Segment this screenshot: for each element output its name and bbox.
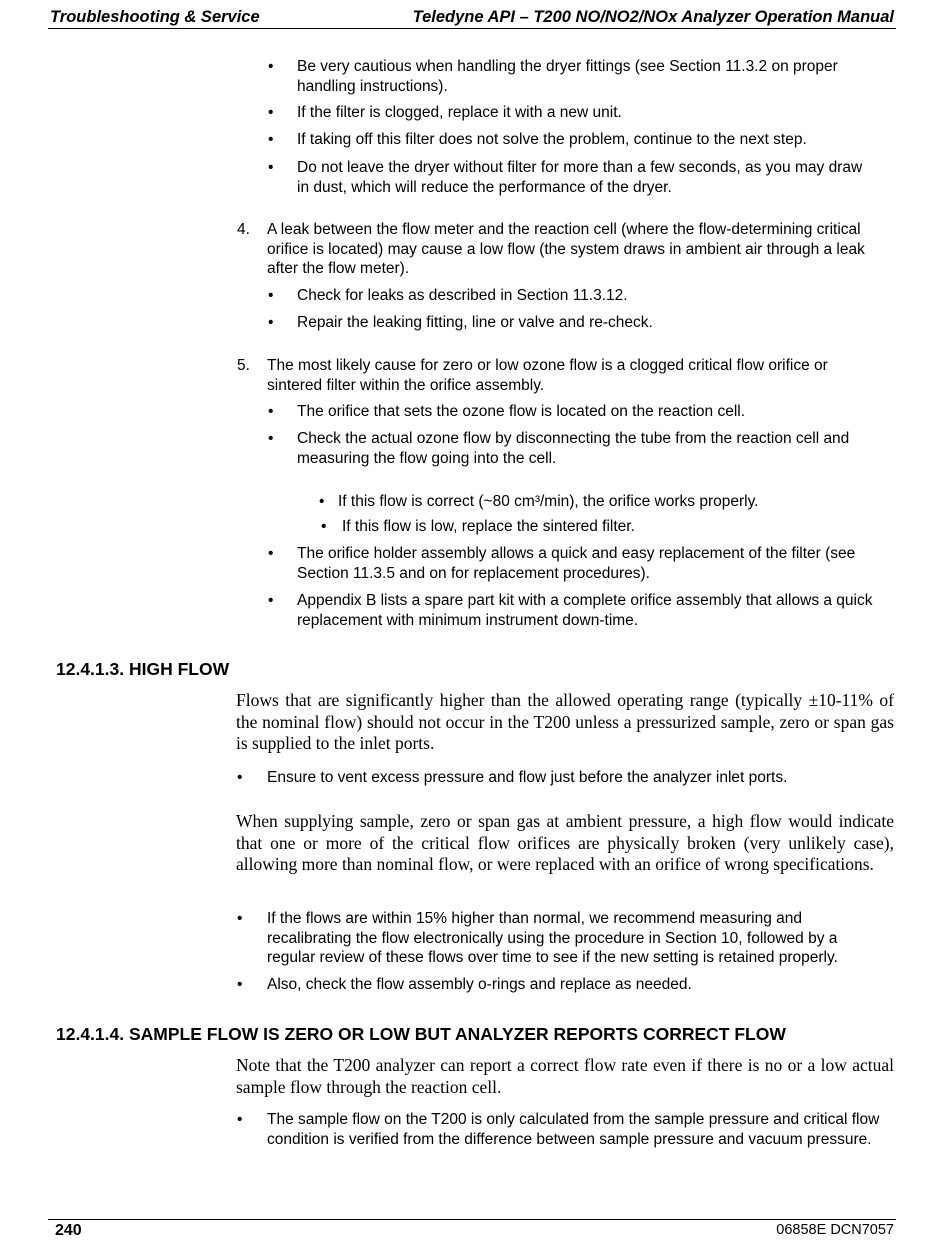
bullet-marker: •	[268, 159, 274, 176]
bullet-marker: •	[268, 430, 274, 447]
section-heading-sample-flow: 12.4.1.4. SAMPLE FLOW IS ZERO OR LOW BUT ANALYZER REPORTS CORRECT FLOW	[56, 1024, 786, 1044]
header-section-title: Troubleshooting & Service	[50, 8, 260, 26]
bullet-marker: •	[237, 976, 243, 993]
step-text: A leak between the flow meter and the reaction cell (where the flow-determining critical orifice is located) may cause a low flow (the system draws in ambient air through a leak after the flow meter).	[267, 221, 865, 277]
list-item: The sample flow on the T200 is only calculated from the sample pressure and critical flow condition is verified from the difference between sample pressure and vacuum pressure.	[267, 1111, 880, 1148]
list-item: Check the actual ozone flow by disconnecting the tube from the reaction cell and measuring the flow going into the cell.	[297, 430, 850, 467]
paragraph: Note that the T200 analyzer can report a correct flow rate even if there is no or a low actual sample flow through the reaction cell.	[236, 1055, 894, 1097]
step-number: 4.	[237, 221, 250, 238]
list-item: The orifice holder assembly allows a quick and easy replacement of the filter (see Section 11.3.5 and on for replacement procedures).	[297, 545, 856, 582]
list-item: Also, check the flow assembly o-rings and replace as needed.	[267, 976, 692, 993]
bullet-marker: •	[268, 287, 274, 304]
list-item: If taking off this filter does not solve the problem, continue to the next step.	[297, 131, 807, 148]
bullet-marker: •	[268, 314, 274, 331]
bullet-marker: •	[268, 58, 274, 75]
list-item: If the flows are within 15% higher than normal, we recommend measuring and recalibrating the flow electronically using the procedure in Section 10, followed by a regular review of these flows over time to see if the new setting is retained properly.	[267, 910, 838, 966]
sub-bullet-marker: •	[321, 518, 327, 535]
bullet-marker: •	[268, 592, 274, 609]
bullet-marker: •	[237, 910, 243, 927]
list-item: The orifice that sets the ozone flow is located on the reaction cell.	[297, 403, 746, 420]
section-heading-high-flow: 12.4.1.3. HIGH FLOW	[56, 659, 230, 679]
list-item: Check for leaks as described in Section 11.3.12.	[297, 287, 628, 304]
sub-list-item: If this flow is correct (~80 cm³/min), the orifice works properly.	[338, 493, 759, 510]
bullet-marker: •	[268, 104, 274, 121]
footer-divider	[48, 1219, 896, 1220]
bullet-marker: •	[237, 1111, 243, 1128]
list-item: If the filter is clogged, replace it with a new unit.	[297, 104, 622, 121]
list-item: Do not leave the dryer without filter for more than a few seconds, as you may draw in dust, which will reduce the performance of the dryer.	[297, 159, 863, 196]
list-item: Be very cautious when handling the dryer fittings (see Section 11.3.2 on proper handling instructions).	[297, 58, 838, 95]
document-id: 06858E DCN7057	[776, 1222, 894, 1238]
sub-bullet-marker: •	[319, 493, 325, 510]
bullet-marker: •	[268, 545, 274, 562]
bullet-marker: •	[237, 769, 243, 786]
page-number: 240	[55, 1222, 82, 1239]
list-item: Repair the leaking fitting, line or valve and re-check.	[297, 314, 653, 331]
bullet-marker: •	[268, 403, 274, 420]
list-item: Ensure to vent excess pressure and flow just before the analyzer inlet ports.	[267, 769, 788, 786]
step-number: 5.	[237, 357, 250, 374]
paragraph: When supplying sample, zero or span gas at ambient pressure, a high flow would indicate that one or more of the critical flow orifices are physically broken (very unlikely case), allowing more than nominal flow, or were replaced with an orifice of wrong specifications.	[236, 811, 894, 875]
list-item: Appendix B lists a spare part kit with a complete orifice assembly that allows a quick replacement with minimum instrument down-time.	[297, 592, 873, 629]
paragraph: Flows that are significantly higher than the allowed operating range (typically ±10-11% of the nominal flow) should not occur in the T200 unless a pressurized sample, zero or span gas is supplied to the inlet ports.	[236, 690, 894, 754]
bullet-marker: •	[268, 131, 274, 148]
page-header	[48, 6, 896, 29]
header-manual-title: Teledyne API – T200 NO/NO2/NOx Analyzer Operation Manual	[412, 8, 894, 26]
sub-list-item: If this flow is low, replace the sintered filter.	[342, 518, 635, 535]
step-text: The most likely cause for zero or low ozone flow is a clogged critical flow orifice or sintered filter within the orifice assembly.	[267, 357, 828, 394]
